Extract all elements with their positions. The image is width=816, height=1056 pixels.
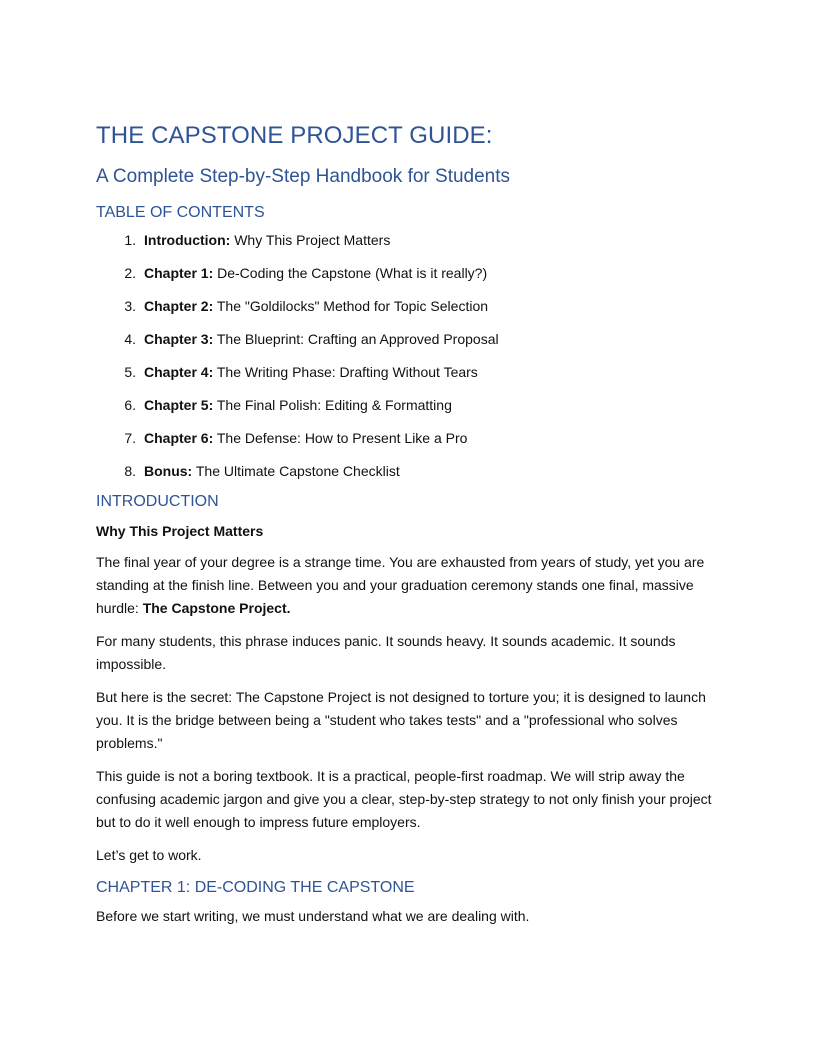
toc-item-text: The Defense: How to Present Like a Pro (216, 430, 468, 446)
toc-item (96, 296, 721, 316)
chapter1-heading: CHAPTER 1: DE-CODING THE CAPSTONE (96, 879, 415, 896)
toc-item (96, 428, 721, 448)
toc-item-label: Chapter 1: (144, 265, 214, 281)
toc-item-label: Chapter 3: (144, 331, 214, 347)
toc-item-number: 2. (124, 265, 136, 281)
toc-item-number: 7. (124, 430, 136, 446)
paragraph-text: The final year of your degree is a strange time. You are exhausted from years of study, yet you are standing at the finish line. Between you and your graduation ceremony stands one final, massive hurdle: (96, 554, 705, 616)
document-subtitle: A Complete Step-by-Step Handbook for Students (96, 166, 511, 187)
toc-item-number: 4. (124, 331, 136, 347)
toc-heading: TABLE OF CONTENTS (96, 204, 265, 221)
introduction-subheading: Why This Project Matters (96, 523, 264, 539)
toc-item (96, 263, 721, 283)
toc-item (96, 395, 721, 415)
toc-item-text: The Final Polish: Editing & Formatting (216, 397, 452, 413)
toc-list (96, 230, 721, 481)
toc-item-label: Introduction: (144, 232, 231, 248)
document-page (96, 120, 721, 928)
chapter1-paragraph: Before we start writing, we must understand what we are dealing with. (96, 908, 530, 924)
toc-item-text: The Ultimate Capstone Checklist (195, 463, 400, 479)
toc-item-number: 8. (124, 463, 136, 479)
toc-item (96, 329, 721, 349)
toc-item-number: 6. (124, 397, 136, 413)
toc-item-label: Chapter 6: (144, 430, 214, 446)
toc-item-number: 5. (124, 364, 136, 380)
toc-item-label: Chapter 2: (144, 298, 214, 314)
toc-item-text: The "Goldilocks" Method for Topic Selection (216, 298, 489, 314)
toc-item (96, 362, 721, 382)
toc-item-text: De-Coding the Capstone (What is it really?) (217, 265, 488, 281)
introduction-paragraph: For many students, this phrase induces panic. It sounds heavy. It sounds academic. It sounds impossible. (96, 633, 676, 672)
toc-item-number: 3. (124, 298, 136, 314)
document-title: THE CAPSTONE PROJECT GUIDE: (96, 122, 493, 149)
toc-item (96, 230, 721, 250)
toc-item-text: The Writing Phase: Drafting Without Tears (216, 364, 478, 380)
toc-item (96, 461, 721, 481)
introduction-heading: INTRODUCTION (96, 493, 219, 510)
toc-item-label: Chapter 5: (144, 397, 214, 413)
toc-item-text: The Blueprint: Crafting an Approved Proposal (216, 331, 499, 347)
introduction-paragraph: This guide is not a boring textbook. It is a practical, people-first roadmap. We will strip away the confusing academic jargon and give you a clear, step-by-step strategy to not only finish your project but to do it well enough to impress future employers. (96, 768, 712, 830)
introduction-paragraph: But here is the secret: The Capstone Project is not designed to torture you; it is designed to launch you. It is the bridge between being a "student who takes tests" and a "professional who solves problems." (96, 689, 706, 751)
toc-item-number: 1. (124, 232, 136, 248)
toc-item-label: Chapter 4: (144, 364, 214, 380)
toc-item-text: Why This Project Matters (234, 232, 391, 248)
paragraph-bold-text: The Capstone Project. (142, 600, 291, 616)
introduction-paragraph: Let’s get to work. (96, 847, 202, 863)
toc-item-label: Bonus: (144, 463, 193, 479)
introduction-paragraph (96, 551, 721, 620)
